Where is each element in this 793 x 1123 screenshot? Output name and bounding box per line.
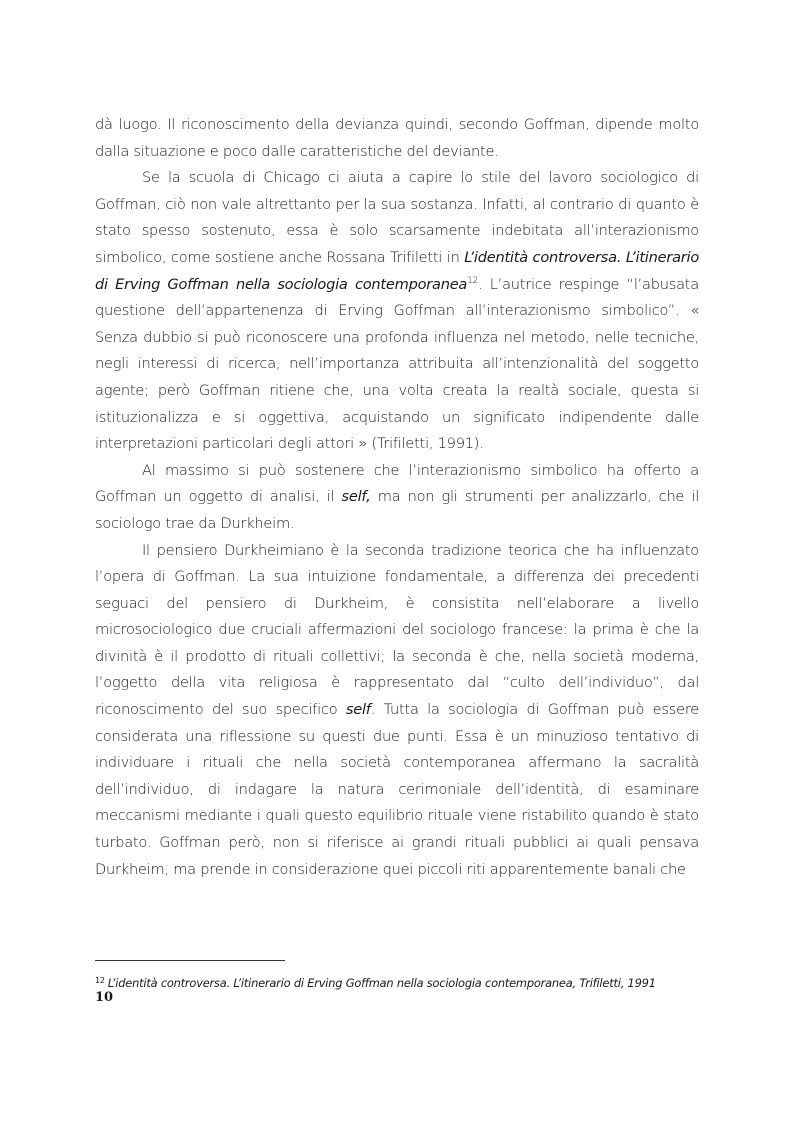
footnote bbox=[95, 973, 705, 991]
paragraph-1: dà luogo. Il riconoscimento della devianza quindi, secondo Goffman, dipende molto dalla situazione e poco dalle caratteristiche del deviante. bbox=[95, 116, 699, 160]
self-italic-2: self bbox=[345, 701, 371, 719]
self-italic: self, bbox=[341, 488, 371, 506]
paragraph-3-text-b: ma non gli strumenti per analizzarlo, che il sociologo trae da Durkheim. bbox=[95, 488, 699, 532]
paragraph-4-text-b: . Tutta la sociologia di Goffman può essere considerata una riflessione su questi due punti. Essa è un minuzioso tentativo di individuare i rituali che nella società contemporanea affermano la sacralità dell’individuo, di indagare la natura cerimoniale dell’identità, di esaminare meccanismi mediante i quali questo equilibrio rituale viene ristabilito quando è stato turbato. Goffman però, non si riferisce ai grandi rituali pubblici ai quali pensava Durkheim, ma prende in considerazione quei piccoli riti apparentemente banali che bbox=[95, 701, 699, 878]
paragraph-4 bbox=[95, 538, 699, 884]
paragraph-4-text-a: Il pensiero Durkheimiano è la seconda tradizione teorica che ha influenzato l’opera di Goffman. La sua intuizione fondamentale, a differenza dei precedenti seguaci del pensiero di Durkheim, è consistita nell’elaborare a livello microsociologico due cruciali affermazioni del sociologo francese: la prima è che la divinità è il prodotto di rituali collettivi; la seconda è che, nella società moderna, l’oggetto della vita religiosa è rappresentato dal “culto dell’individuo”, dal riconoscimento del suo specifico bbox=[95, 541, 699, 719]
paragraph-2-text-b: . L’autrice respinge “l’abusata questione dell’appartenenza di Erving Goffman all’interazionismo simbolico”. « Senza dubbio si può riconoscere una profonda influenza nel metodo, nelle tecniche, negli interessi di ricerca, nell’importanza attribuita all’intenzionalità del soggetto agente; però Goffman ritiene che, una volta creata la realtà sociale, questa si istituzionalizza e si oggettiva, acquistando un significato indipendente dalle interpretazioni particolari degli attori » (Trifiletti, 1991). bbox=[95, 275, 699, 453]
paragraph-3-text-a: Al massimo si può sostenere che l’interazionismo simbolico ha offerto a Goffman un oggetto di analisi, il bbox=[95, 461, 699, 506]
paragraph-2-text-a: Se la scuola di Chicago ci aiuta a capire lo stile del lavoro sociologico di Goffman, ciò non vale altrettanto per la sua sostanza. Infatti, al contrario di quanto è stato spesso sostenuto, essa è solo scarsamente indebitata all’interazionismo simbolico, come sostiene anche Rossana Trifiletti in bbox=[95, 169, 699, 266]
paragraph-2 bbox=[95, 165, 699, 458]
footnote-number: 12 bbox=[95, 976, 105, 985]
paragraph-3 bbox=[95, 458, 699, 538]
footnote-reference[interactable]: 12 bbox=[467, 275, 479, 286]
footnote-text: L’identità controversa. L’itinerario di Erving Goffman nella sociologia contemporanea, Trifiletti, 1991 bbox=[107, 976, 656, 990]
page-number: 10 bbox=[95, 990, 114, 1005]
book-title-italic: L’identità controversa. L’itinerario di Erving Goffman nella sociologia contemporanea bbox=[95, 248, 699, 293]
body-text bbox=[95, 112, 699, 883]
footnote-separator bbox=[95, 960, 285, 961]
